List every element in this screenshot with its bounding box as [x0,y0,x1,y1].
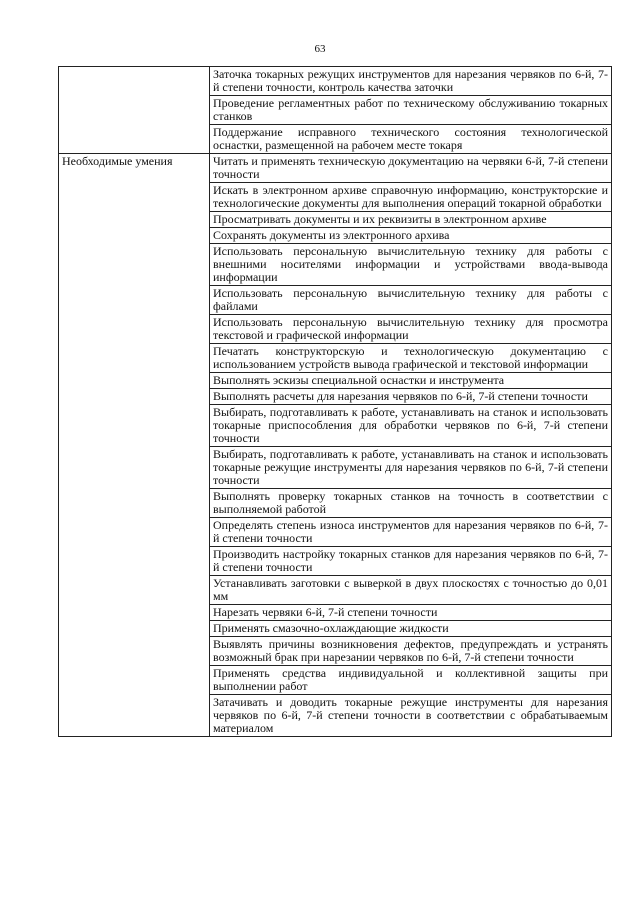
required-skills-item: Читать и применять техническую документацию на червяки 6-й, 7-й степени точности [210,154,612,183]
required-skills-item: Производить настройку токарных станков для нарезания червяков по 6-й, 7-й степени точности [210,547,612,576]
required-skills-item: Выполнять эскизы специальной оснастки и инструмента [210,373,612,389]
labor-actions-item: Поддержание исправного технического состояния технологической оснастки, размещенной на рабочем месте токаря [210,125,612,154]
required-skills-item: Выполнять расчеты для нарезания червяков по 6-й, 7-й степени точности [210,389,612,405]
page-number: 63 [314,43,326,55]
required-skills-label: Необходимые умения [59,154,210,737]
required-skills-item: Печатать конструкторскую и технологическую документацию с использованием устройств вывода графической и текстовой информации [210,344,612,373]
required-skills-item: Использовать персональную вычислительную технику для работы с внешними носителями информации и устройствами ввода-вывода информации [210,244,612,286]
required-skills-item: Искать в электронном архиве справочную информацию, конструкторские и технологические документы для выполнения операций токарной обработки [210,183,612,212]
table-row [59,154,612,183]
required-skills-item: Использовать персональную вычислительную технику для просмотра текстовой и графической информации [210,315,612,344]
required-skills-item: Устанавливать заготовки с выверкой в двух плоскостях с точностью до 0,01 мм [210,576,612,605]
required-skills-item: Применять средства индивидуальной и коллективной защиты при выполнении работ [210,666,612,695]
required-skills-item: Выявлять причины возникновения дефектов, предупреждать и устранять возможный брак при нарезании червяков по 6-й, 7-й степени точности [210,637,612,666]
required-skills-item: Затачивать и доводить токарные режущие инструменты для нарезания червяков по 6-й, 7-й степени точности в соответствии с обрабатываемым материалом [210,695,612,737]
required-skills-item: Выбирать, подготавливать к работе, устанавливать на станок и использовать токарные режущие инструменты для нарезания червяков по 6-й, 7-й степени точности [210,447,612,489]
table-row [59,67,612,96]
required-skills-item: Использовать персональную вычислительную технику для работы с файлами [210,286,612,315]
required-skills-item: Просматривать документы и их реквизиты в электронном архиве [210,212,612,228]
required-skills-item: Применять смазочно-охлаждающие жидкости [210,621,612,637]
labor-actions-label [59,67,210,154]
labor-actions-item: Заточка токарных режущих инструментов для нарезания червяков по 6-й, 7-й степени точности, контроль качества заточки [210,67,612,96]
required-skills-item: Нарезать червяки 6-й, 7-й степени точности [210,605,612,621]
required-skills-item: Выполнять проверку токарных станков на точность в соответствии с выполняемой работой [210,489,612,518]
requirements-table [58,66,612,737]
required-skills-item: Выбирать, подготавливать к работе, устанавливать на станок и использовать токарные приспособления для обработки червяков по 6-й, 7-й степени точности [210,405,612,447]
required-skills-item: Определять степень износа инструментов для нарезания червяков по 6-й, 7-й степени точности [210,518,612,547]
required-skills-item: Сохранять документы из электронного архива [210,228,612,244]
table-body [59,67,612,737]
labor-actions-item: Проведение регламентных работ по техническому обслуживанию токарных станков [210,96,612,125]
